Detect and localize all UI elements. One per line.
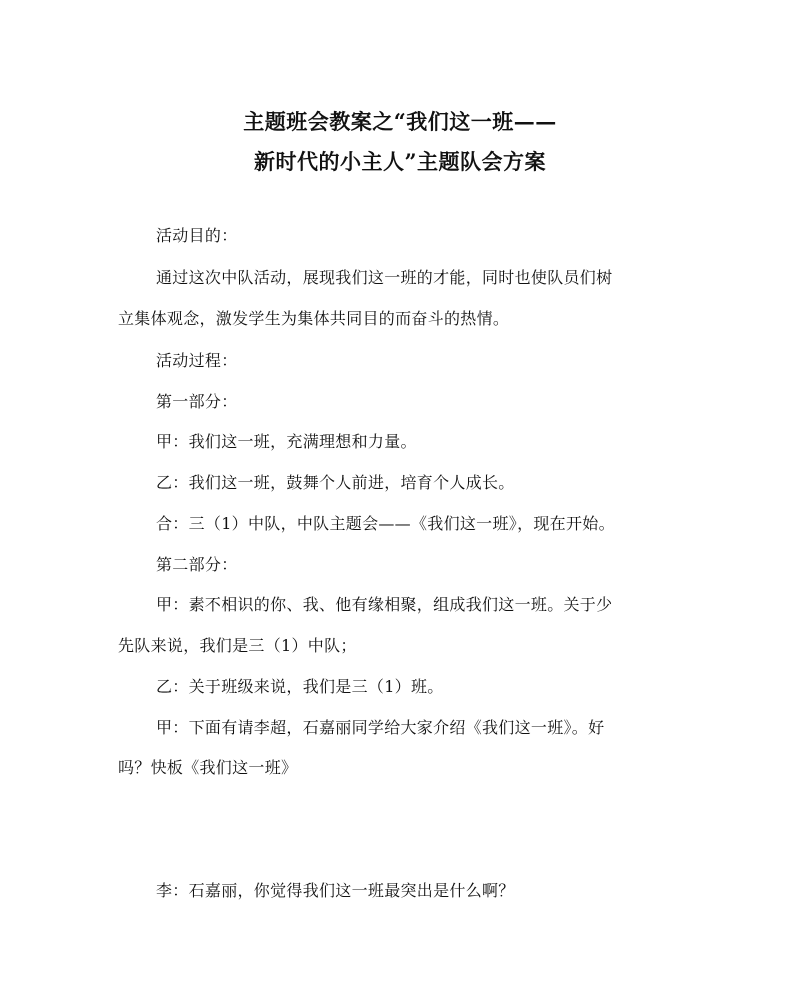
dialogue-line: 李：石嘉丽，你觉得我们这一班最突出是什么啊？ xyxy=(156,881,515,900)
dialogue-line: 乙：关于班级来说，我们是三（1）班。 xyxy=(156,677,444,696)
dialogue-line-continued: 吗？快板《我们这一班》 xyxy=(118,758,298,777)
document-title-line-1: 主题班会教案之“我们这一班—— xyxy=(243,109,557,134)
dialogue-line: 甲：素不相识的你、我、他有缘相聚，组成我们这一班。关于少 xyxy=(156,595,613,614)
dialogue-line-continued: 先队来说，我们是三（1）中队； xyxy=(118,636,357,655)
dialogue-line: 乙：我们这一班，鼓舞个人前进，培育个人成长。 xyxy=(156,473,515,492)
dialogue-line: 甲：下面有请李超，石嘉丽同学给大家介绍《我们这一班》。好 xyxy=(156,718,605,737)
dialogue-line: 甲：我们这一班，充满理想和力量。 xyxy=(156,432,417,451)
paragraph-line: 通过这次中队活动，展现我们这一班的才能，同时也使队员们树 xyxy=(156,268,613,287)
document-title-line-2: 新时代的小主人”主题队会方案 xyxy=(253,149,547,174)
section-heading-part-two: 第二部分： xyxy=(156,555,238,574)
paragraph-line: 立集体观念，激发学生为集体共同目的而奋斗的热情。 xyxy=(118,309,510,328)
section-heading-objective: 活动目的： xyxy=(156,226,238,245)
section-heading-part-one: 第一部分： xyxy=(156,392,238,411)
dialogue-line: 合：三（1）中队，中队主题会——《我们这一班》，现在开始。 xyxy=(156,514,615,533)
section-heading-process: 活动过程： xyxy=(156,351,238,370)
